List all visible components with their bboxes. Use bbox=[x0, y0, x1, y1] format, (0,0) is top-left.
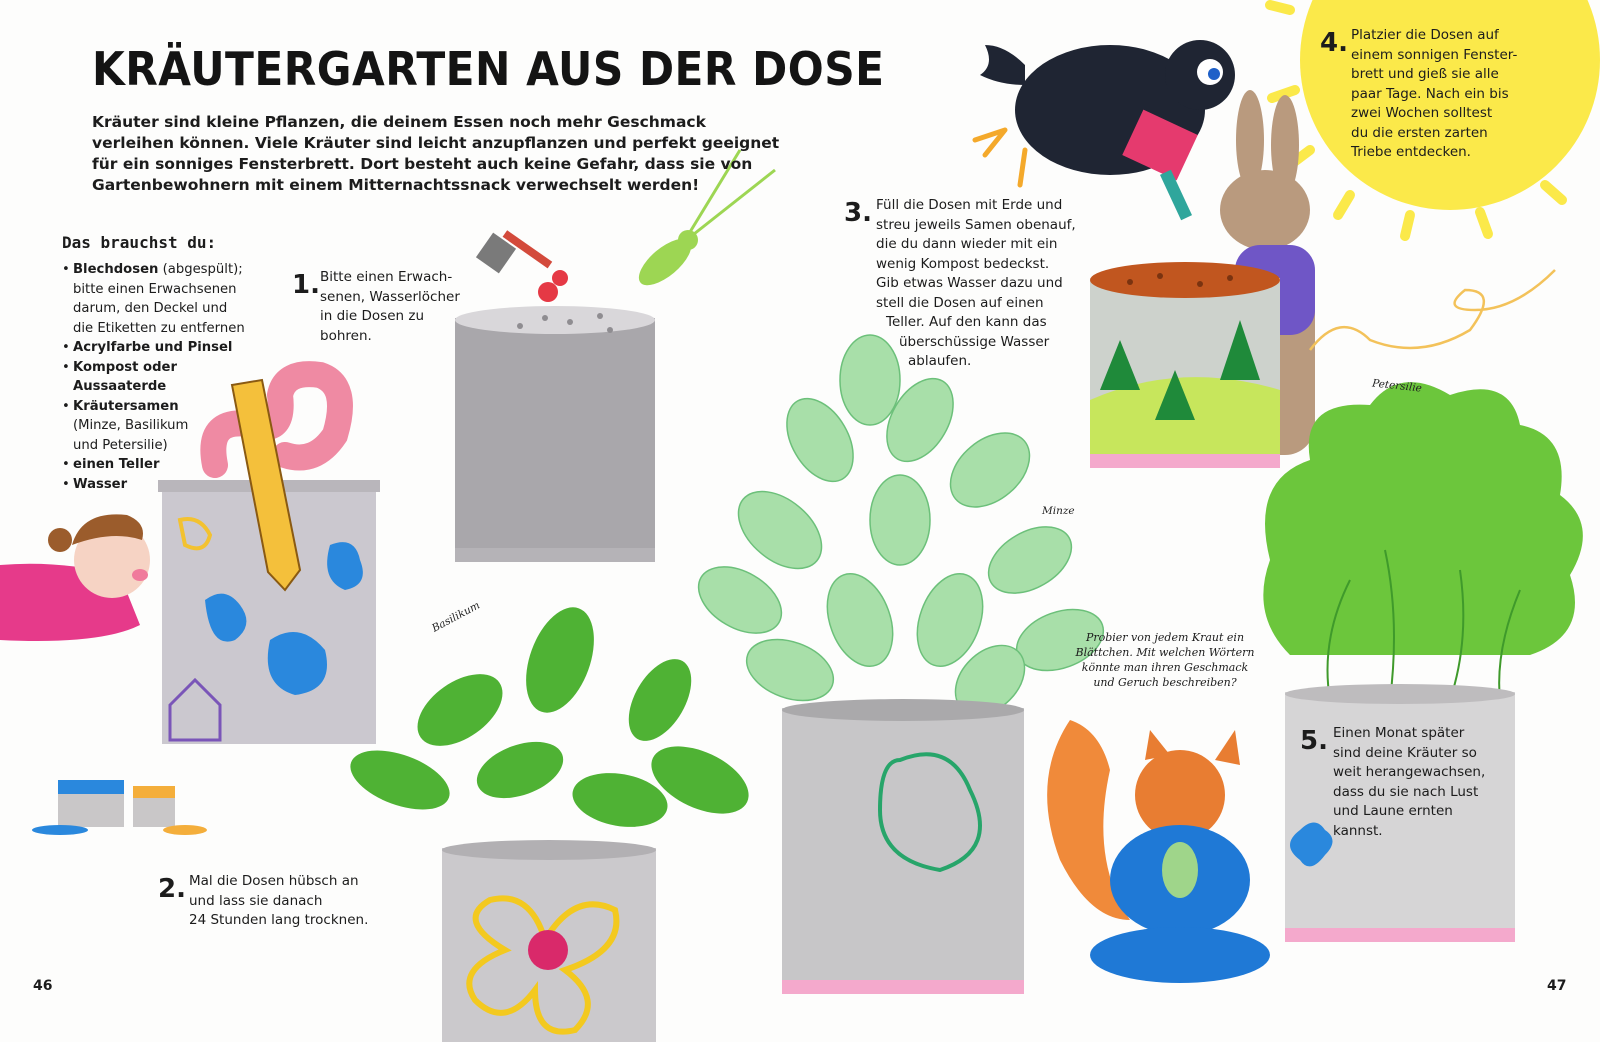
intro-line: für ein sonniges Fensterbrett. Dort besteht auch keine Gefahr, dass sie von bbox=[92, 155, 753, 173]
materials-heading: Das brauchst du: bbox=[62, 233, 217, 252]
step-number: 2. bbox=[158, 874, 186, 904]
materials-item: • Kompost oder Aussaaterde bbox=[60, 358, 260, 397]
string-squiggle bbox=[1310, 270, 1555, 350]
intro-line: Kräuter sind kleine Pflanzen, die deinem Essen noch mehr Geschmack bbox=[92, 113, 706, 131]
step-text: Platzier die Dosen auf einem sonnigen Fenster- brett und gieß sie alle paar Tage. Nach ein bis zwei Wochen solltest du die ersten zarten Triebe entdecken. bbox=[1351, 27, 1518, 160]
materials-item: • Acrylfarbe und Pinsel bbox=[60, 338, 260, 358]
mint-plant bbox=[687, 335, 1112, 994]
basil-plant bbox=[343, 598, 759, 1042]
materials-list bbox=[60, 260, 260, 494]
step-number: 5. bbox=[1300, 726, 1328, 756]
child-illustration bbox=[0, 514, 150, 641]
tasting-tip: Probier von jedem Kraut ein Blättchen. Mit welchen Wörtern könnte man ihren Geschmack und Geruch beschreiben? bbox=[1075, 631, 1255, 689]
page-number-right: 47 bbox=[1547, 978, 1567, 994]
page-title: KRÄUTERGARTEN AUS DER DOSE bbox=[92, 42, 885, 96]
paint-pots bbox=[32, 780, 207, 835]
plant-label-minze: Minze bbox=[1042, 505, 1075, 517]
step-number: 4. bbox=[1320, 28, 1348, 58]
crow-illustration bbox=[975, 40, 1235, 185]
hammer-and-ant bbox=[476, 230, 568, 302]
squirrel-illustration bbox=[1047, 720, 1270, 983]
step-number: 3. bbox=[844, 198, 872, 228]
step-text: Einen Monat später sind deine Kräuter so weit herangewachsen, dass du sie nach Lust und Laune ernten kannst. bbox=[1333, 725, 1486, 839]
intro-line: Gartenbewohnern mit einem Mitternachtssnack verwechselt werden! bbox=[92, 176, 700, 194]
plant-label-basilikum: Basilikum bbox=[430, 599, 483, 635]
intro-paragraph bbox=[92, 112, 780, 196]
seed-can bbox=[1090, 262, 1280, 468]
materials-item: • Blechdosen (abgespült); bitte einen Erwachsenen darum, den Deckel und die Etiketten zu entfernen bbox=[60, 260, 260, 338]
materials-item: • Wasser bbox=[60, 475, 260, 495]
parsley-plant bbox=[1263, 382, 1583, 942]
materials-item: • Kräutersamen (Minze, Basilikum und Petersilie) bbox=[60, 397, 260, 456]
page-number-left: 46 bbox=[33, 978, 53, 994]
step-text: Mal die Dosen hübsch an und lass sie danach 24 Stunden lang trocknen. bbox=[189, 873, 369, 928]
step-text: Bitte einen Erwach- senen, Wasserlöcher in die Dosen zu bohren. bbox=[320, 269, 460, 344]
step-text: Füll die Dosen mit Erde und streu jeweils Samen obenauf, die du dann wieder mit ein wenig Kompost bedeckst. Gib etwas Wasser dazu und stell die Dosen auf einen Teller. Auf den kann das überschüssige Wasser ablaufen. bbox=[876, 197, 1076, 369]
step-number: 1. bbox=[292, 270, 320, 300]
intro-line: verleihen können. Viele Kräuter sind leicht anzupflanzen und perfekt geeignet bbox=[92, 134, 780, 152]
materials-item: • einen Teller bbox=[60, 455, 260, 475]
plant-label-petersilie: Petersilie bbox=[1371, 377, 1423, 395]
can-with-holes bbox=[455, 306, 655, 562]
